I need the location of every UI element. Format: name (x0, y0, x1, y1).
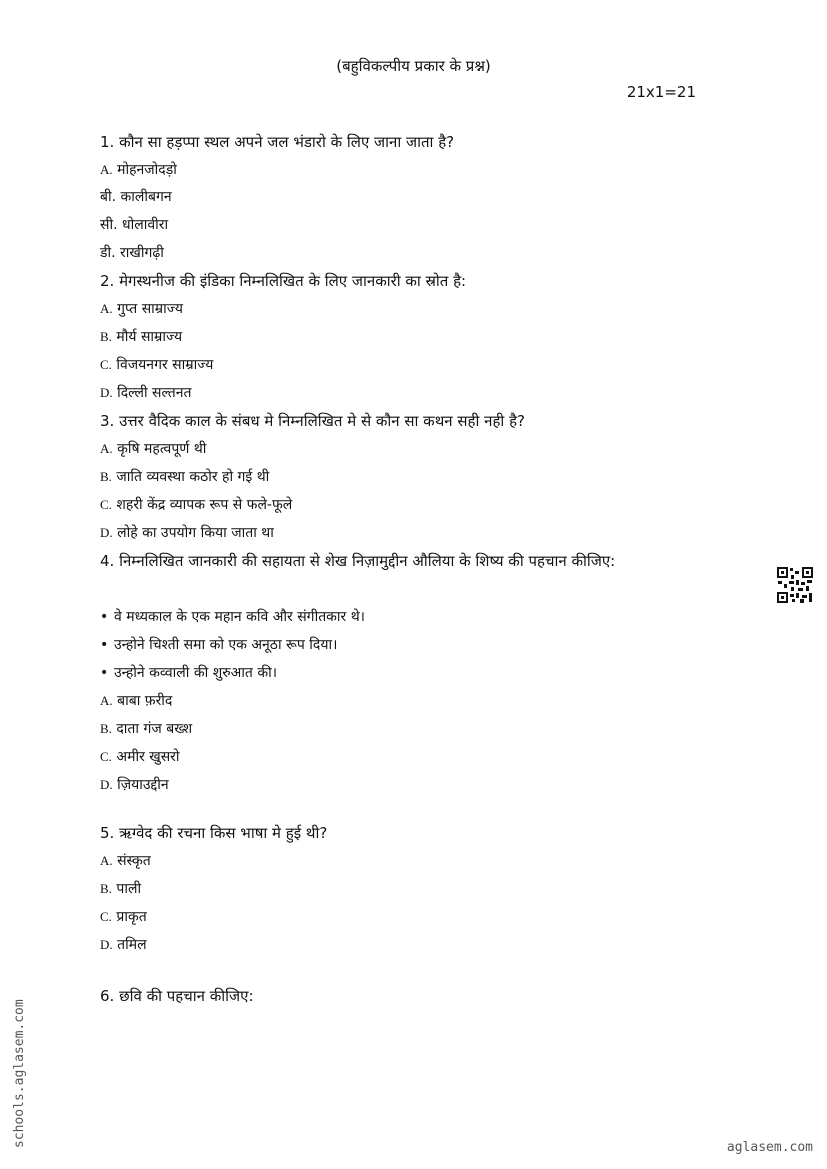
option-3c: C. शहरी केंद्र व्यापक रूप से फले-फूले (100, 497, 293, 513)
option-4b: B. दाता गंज बख्श (100, 721, 193, 737)
option-2c: C. विजयनगर साम्राज्य (100, 357, 214, 373)
option-1a: A. मोहनजोदड़ो (100, 162, 177, 178)
bullet-item: • वे मध्यकाल के एक महान कवि और संगीतकार थे। (100, 609, 365, 625)
option-5b: B. पाली (100, 881, 142, 897)
question-4: 4. निम्नलिखित जानकारी की सहायता से शेख निज़ामुद्दीन औलिया के शिष्य की पहचान कीजिए: (100, 552, 616, 570)
option-3d: D. लोहे का उपयोग किया जाता था (100, 525, 274, 541)
question-6: 6. छवि की पहचान कीजिए: (100, 987, 254, 1005)
page-title: (बहुविकल्पीय प्रकार के प्रश्न) (336, 57, 491, 75)
bullet-item: • उन्होने चिश्ती समा को एक अनूठा रूप दिया। (100, 637, 338, 653)
option-5d: D. तमिल (100, 937, 147, 953)
question-1: 1. कौन सा हड़प्पा स्थल अपने जल भंडारो के लिए जाना जाता है? (100, 133, 455, 151)
option-5c: C. प्राकृत (100, 909, 147, 925)
question-2: 2. मेगस्थनीज की इंडिका निम्नलिखित के लिए जानकारी का स्रोत है: (100, 272, 467, 290)
option-1b: बी. कालीबगन (100, 189, 172, 205)
option-2a: A. गुप्त साम्राज्य (100, 301, 183, 317)
side-watermark: schools.aglasem.com (12, 999, 27, 1148)
option-1d: डी. राखीगढ़ी (100, 245, 164, 261)
option-3b: B. जाति व्यवस्था कठोर हो गई थी (100, 469, 270, 485)
bullet-item: • उन्होने कव्वाली की शुरुआत की। (100, 665, 278, 681)
option-1c: सी. धोलावीरा (100, 217, 169, 233)
option-5a: A. संस्कृत (100, 853, 151, 869)
marks-allocation: 21x1=21 (626, 83, 696, 101)
option-4c: C. अमीर खुसरो (100, 749, 180, 765)
option-2d: D. दिल्ली सल्तनत (100, 385, 192, 401)
option-3a: A. कृषि महत्वपूर्ण थी (100, 441, 207, 457)
question-3: 3. उत्तर वैदिक काल के संबध मे निम्नलिखित मे से कौन सा कथन सही नही है? (100, 412, 525, 430)
option-2b: B. मौर्य साम्राज्य (100, 329, 183, 345)
option-4d: D. ज़ियाउद्दीन (100, 777, 169, 793)
option-4a: A. बाबा फ़रीद (100, 693, 173, 709)
qr-code-icon[interactable] (776, 566, 814, 604)
question-5: 5. ऋग्वेद की रचना किस भाषा मे हुई थी? (100, 824, 328, 842)
footer-watermark: aglasem.com (726, 1140, 813, 1155)
